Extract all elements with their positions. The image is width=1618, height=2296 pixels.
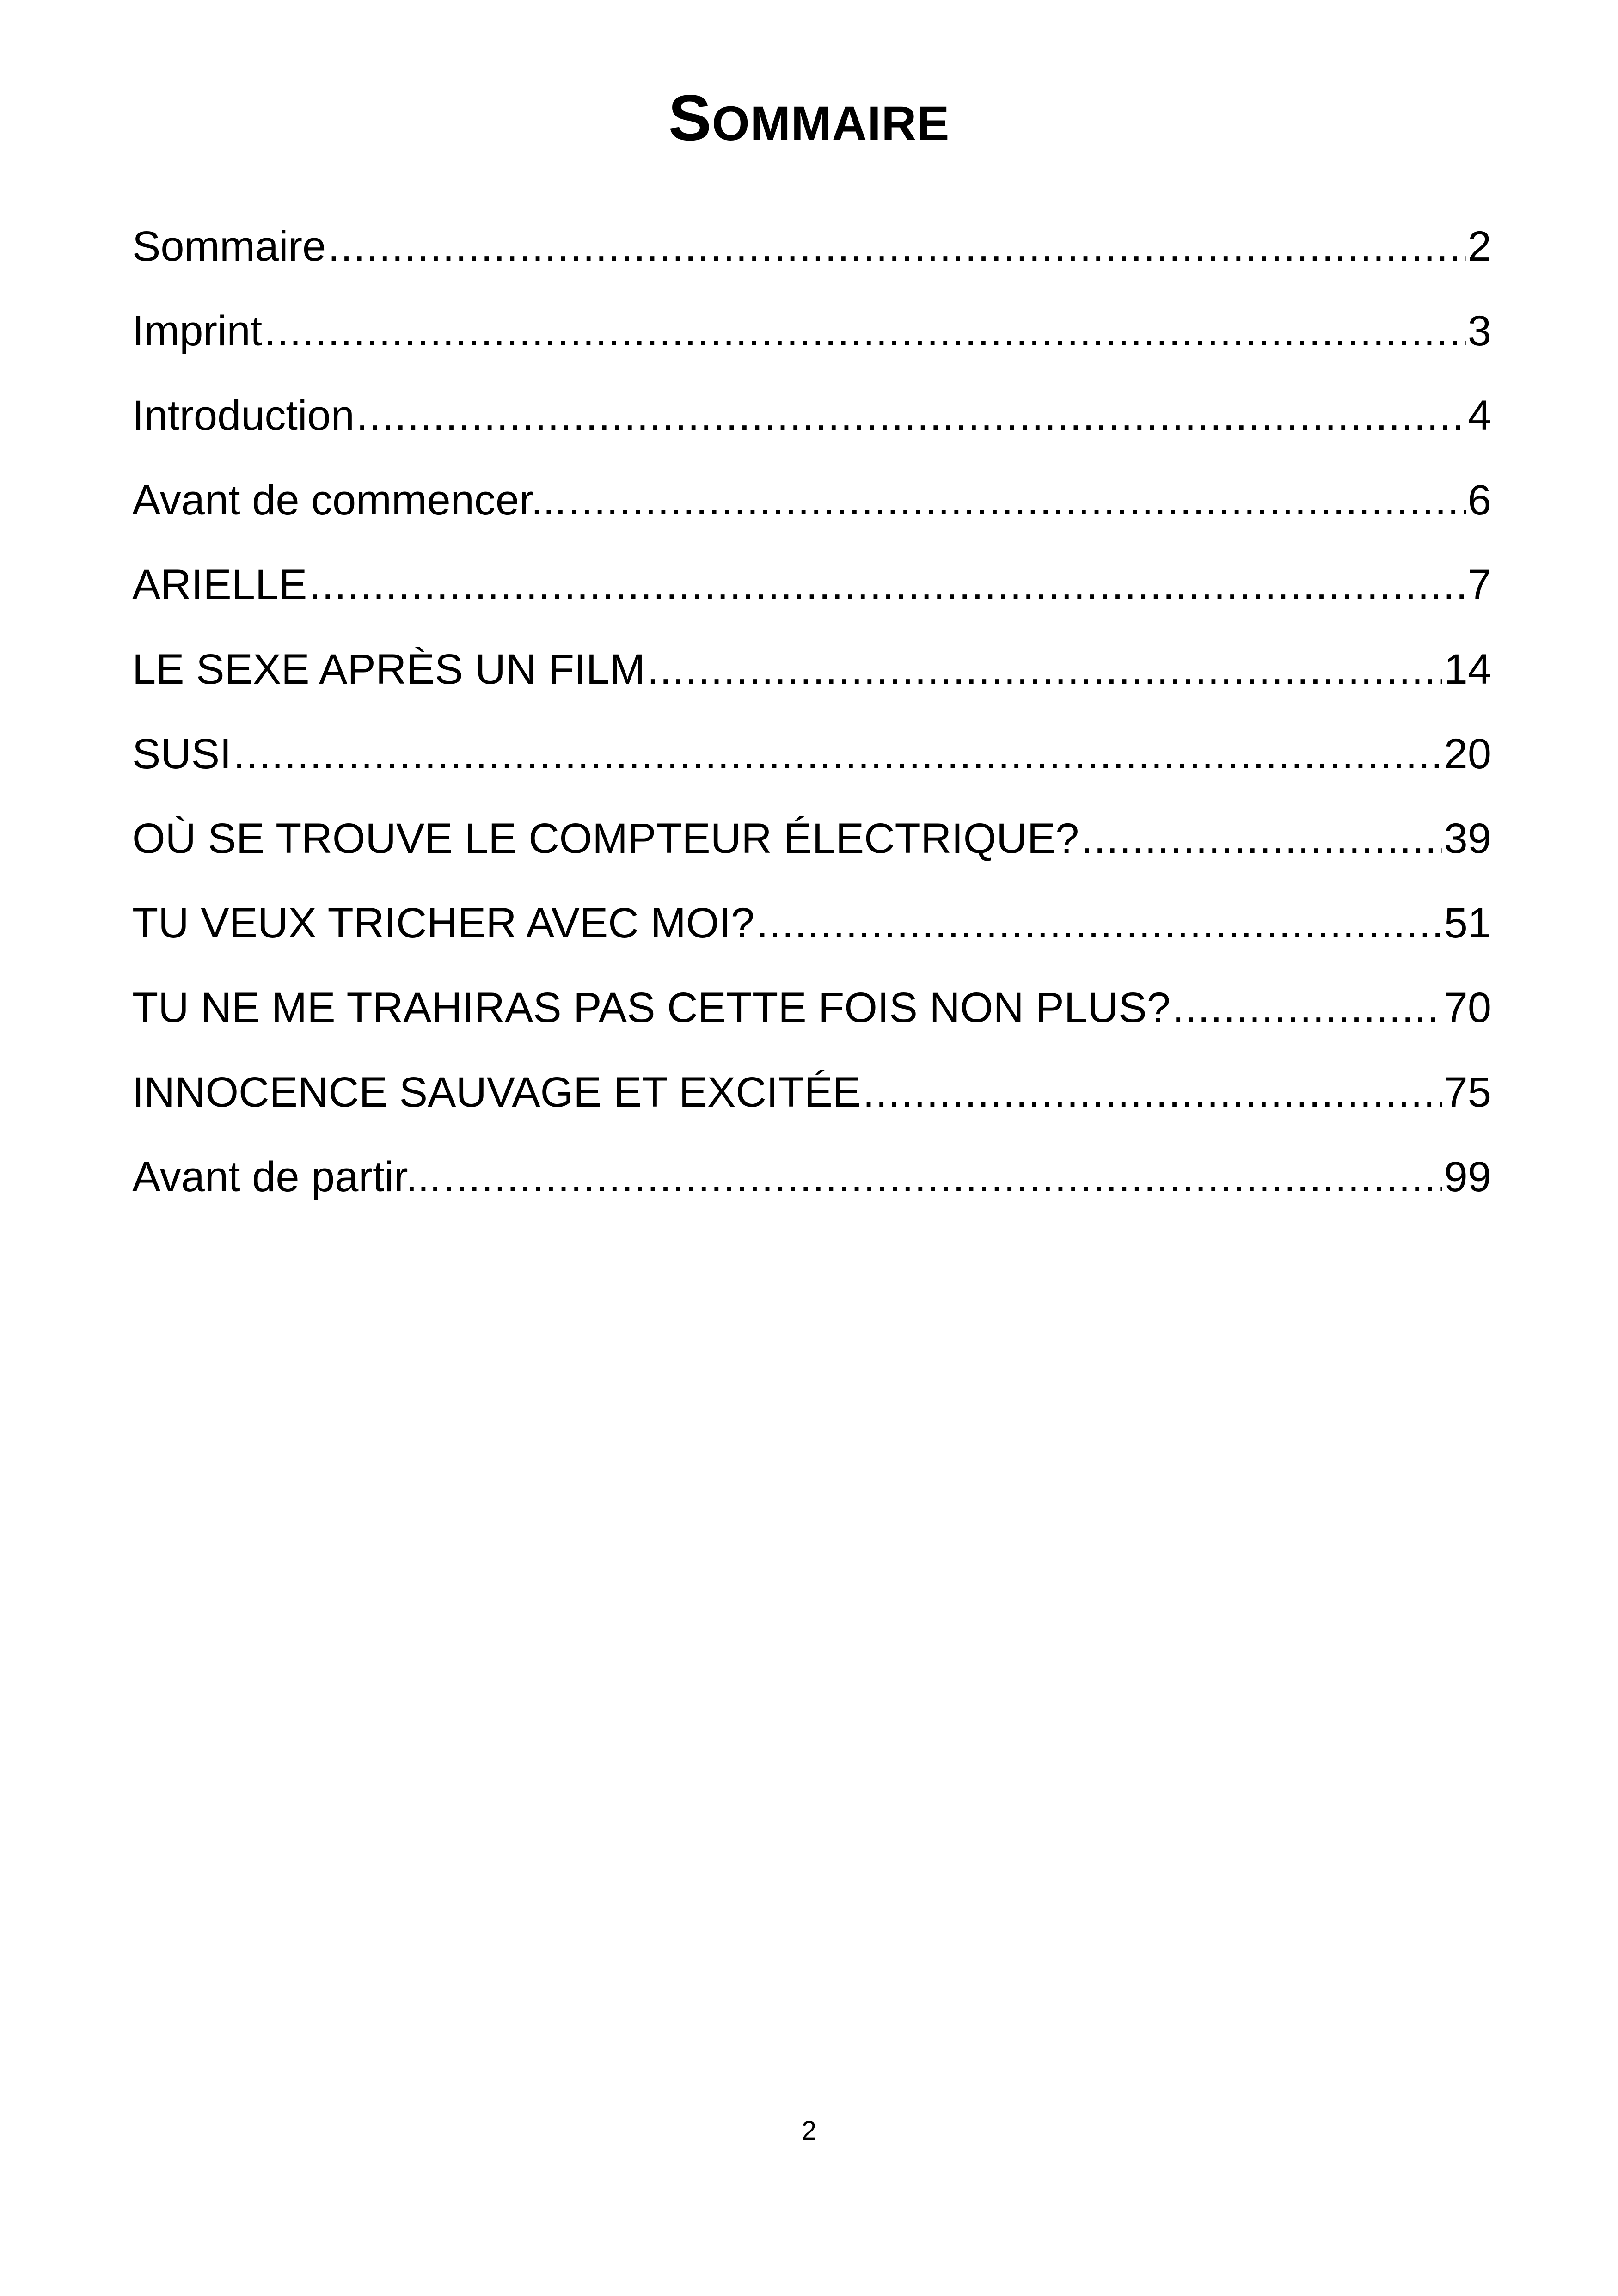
toc-dot-leader bbox=[233, 726, 1442, 782]
toc-entry[interactable] bbox=[132, 697, 1491, 782]
table-of-contents bbox=[132, 190, 1491, 1205]
toc-dot-leader bbox=[863, 1065, 1442, 1120]
toc-dot-leader bbox=[568, 472, 1466, 528]
toc-entry-label: ARIELLE bbox=[132, 561, 307, 608]
toc-entry-page: 7 bbox=[1467, 561, 1491, 608]
toc-entry-page: 14 bbox=[1444, 646, 1491, 693]
toc-dot-leader bbox=[264, 303, 1466, 359]
toc-entry[interactable] bbox=[132, 359, 1491, 443]
toc-entry[interactable] bbox=[132, 612, 1491, 697]
toc-entry[interactable] bbox=[132, 1035, 1491, 1120]
toc-entry-page: 6 bbox=[1467, 477, 1491, 524]
toc-entry-label: OÙ SE TROUVE LE COMPTEUR ÉLECTRIQUE? bbox=[132, 815, 1079, 862]
toc-entry-page: 2 bbox=[1467, 223, 1491, 270]
toc-dot-leader bbox=[356, 388, 1466, 443]
toc-entry[interactable] bbox=[132, 190, 1491, 274]
toc-entry-label: SUSI bbox=[132, 730, 232, 778]
toc-entry-page: 51 bbox=[1444, 900, 1491, 947]
toc-entry-page: 70 bbox=[1444, 984, 1491, 1031]
toc-entry-label: Sommaire bbox=[132, 223, 326, 270]
toc-dot-leader bbox=[756, 895, 1442, 951]
page-title-initial: S bbox=[668, 81, 712, 154]
toc-entry[interactable] bbox=[132, 528, 1491, 612]
toc-entry[interactable] bbox=[132, 866, 1491, 951]
toc-dot-leader bbox=[1172, 980, 1442, 1035]
toc-entry-label: Avant de commencer... bbox=[132, 477, 567, 524]
toc-entry-page: 99 bbox=[1444, 1153, 1491, 1200]
toc-dot-leader bbox=[647, 642, 1442, 697]
toc-entry-page: 39 bbox=[1444, 815, 1491, 862]
toc-entry-label: Imprint bbox=[132, 307, 263, 355]
toc-entry-label: TU NE ME TRAHIRAS PAS CETTE FOIS NON PLUS? bbox=[132, 984, 1171, 1031]
toc-dot-leader bbox=[328, 219, 1466, 274]
page-title bbox=[0, 81, 1618, 154]
toc-entry[interactable] bbox=[132, 443, 1491, 528]
toc-entry-label: LE SEXE APRÈS UN FILM bbox=[132, 646, 645, 693]
toc-entry-page: 20 bbox=[1444, 730, 1491, 778]
toc-entry[interactable] bbox=[132, 274, 1491, 359]
page-number: 2 bbox=[801, 2116, 817, 2146]
toc-entry-label: Avant de partir... bbox=[132, 1153, 441, 1200]
toc-entry-page: 75 bbox=[1444, 1069, 1491, 1116]
toc-entry-page: 3 bbox=[1467, 307, 1491, 355]
toc-entry[interactable] bbox=[132, 951, 1491, 1035]
toc-dot-leader bbox=[1081, 811, 1442, 866]
toc-dot-leader bbox=[443, 1149, 1442, 1205]
toc-entry-label: Introduction bbox=[132, 392, 355, 439]
toc-entry-label: INNOCENCE SAUVAGE ET EXCITÉE bbox=[132, 1069, 861, 1116]
toc-entry[interactable] bbox=[132, 782, 1491, 866]
toc-entry-label: TU VEUX TRICHER AVEC MOI? bbox=[132, 900, 755, 947]
toc-entry[interactable] bbox=[132, 1120, 1491, 1205]
toc-dot-leader bbox=[309, 557, 1465, 612]
page-title-rest: OMMAIRE bbox=[711, 97, 950, 151]
toc-entry-page: 4 bbox=[1467, 392, 1491, 439]
